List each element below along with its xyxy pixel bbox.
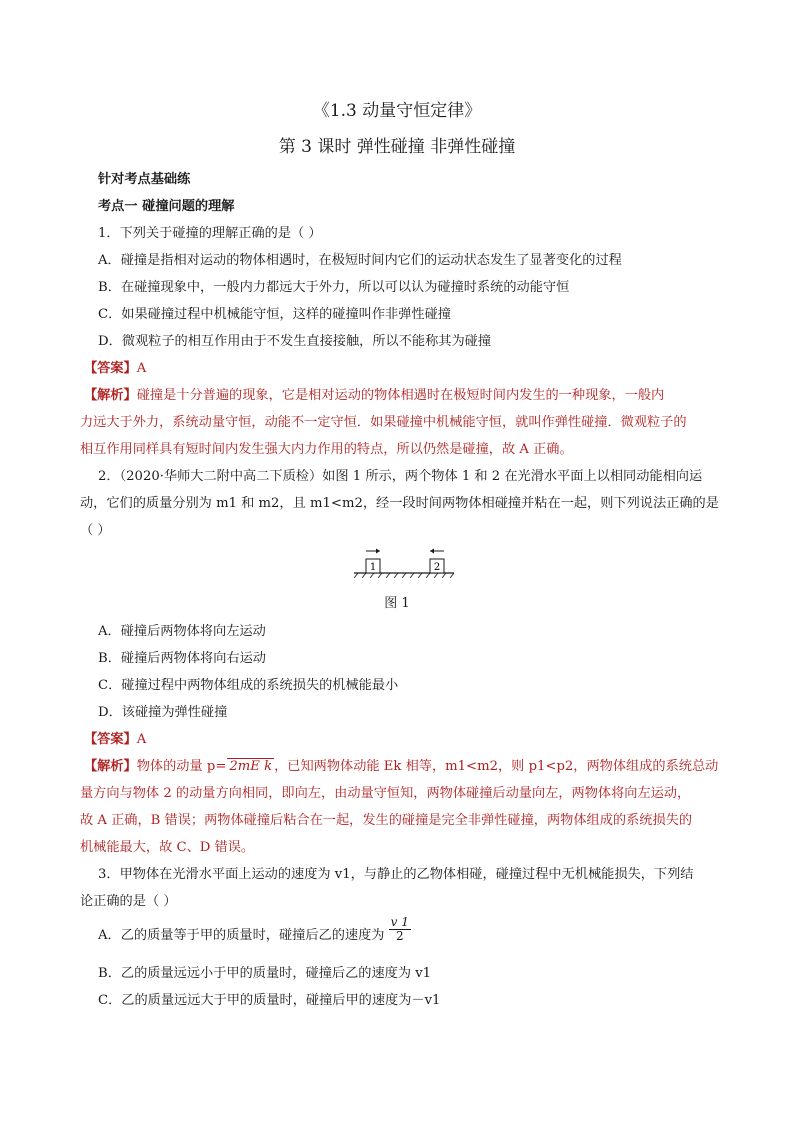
q3-stem-line-1: 3．甲物体在光滑水平面上运动的速度为 v1，与静止的乙物体相碰，碰撞过程中无机械能损失，下列结 (98, 867, 694, 882)
q2-stem-line-1: 2．（2020·华师大二附中高二下质检）如图 1 所示，两个物体 1 和 2 在光滑水平面上以相同动能相向运 (98, 469, 703, 484)
analysis-text-a: 物体的动量 p= (136, 759, 227, 774)
q3-stem-line-2: 论正确的是（ ） (80, 894, 177, 909)
q2-analysis-line-1 (84, 755, 719, 774)
fraction-numerator: v 1 (390, 915, 409, 929)
q1-option-c: C．如果碰撞过程中机械能守恒，这样的碰撞叫作非弹性碰撞 (98, 307, 451, 322)
q1-analysis-line-1 (84, 384, 694, 403)
q3-option-c: C．乙的质量远远大于甲的质量时，碰撞后甲的速度为－v1 (98, 993, 441, 1008)
q2-stem-line-2: 动，它们的质量分别为 m1 和 m2，且 m1<m2，经一段时间两物体相碰撞并粘在一起，则下列说法正确的是 (80, 496, 719, 511)
lesson-subtitle: 第 3 课时 弹性碰撞 非弹性碰撞 (278, 137, 516, 157)
q2-stem-line-3: （ ） (80, 523, 111, 538)
answer-tag: 【答案】 (84, 361, 137, 376)
q2-analysis-line-4: 机械能最大，故 C、D 错误。 (80, 840, 255, 855)
q1-analysis-line-3: 相互作用同样具有短时间内发生强大内力作用的特点，所以仍然是碰撞，故 A 正确。 (80, 442, 573, 457)
q2-answer (84, 728, 694, 747)
answer-tag: 【答案】 (84, 732, 137, 747)
right-arrow-icon (366, 549, 380, 554)
topic-heading: 考点一 碰撞问题的理解 (98, 199, 235, 214)
analysis-tag: 【解析】 (84, 388, 137, 403)
q2-option-c: C．碰撞过程中两物体组成的系统损失的机械能最小 (98, 678, 399, 693)
figure-1-caption: 图 1 (384, 596, 410, 611)
q2-analysis-line-3: 故 A 正确，B 错误；两物体碰撞后粘合在一起，发生的碰撞是完全非弹性碰撞，两物体组成的系统损失的 (80, 813, 693, 828)
q1-option-b: B．在碰撞现象中，一般内力都远大于外力，所以可以认为碰撞时系统的动能守恒 (98, 280, 570, 295)
q1-option-a: A．碰撞是指相对运动的物体相遇时，在极短时间内它们的运动状态发生了显著变化的过程 (98, 253, 622, 268)
q3-option-a (98, 915, 708, 949)
velocity-fraction (389, 916, 411, 943)
left-arrow-icon (430, 549, 444, 554)
q3-option-b: B．乙的质量远远小于甲的质量时，碰撞后乙的速度为 v1 (98, 966, 432, 981)
q2-analysis-line-2: 量方向与物体 2 的动量方向相同，即向左，由动量守恒知，两物体碰撞后动量向左，两物体将向左运动， (80, 786, 691, 801)
q2-option-b: B．碰撞后两物体将向右运动 (98, 651, 266, 666)
section-heading: 针对考点基础练 (98, 172, 191, 187)
analysis-tag: 【解析】 (84, 759, 137, 774)
q2-option-d: D．该碰撞为弹性碰撞 (98, 705, 228, 720)
q3-option-a-text: A．乙的质量等于甲的质量时，碰撞后乙的速度为 (98, 928, 385, 943)
block-1-label: 1 (369, 562, 377, 573)
q1-option-d: D．微观粒子的相互作用由于不发生直接接触，所以不能称其为碰撞 (98, 334, 492, 349)
document-title: 《1.3 动量守恒定律》 (312, 101, 482, 121)
figure-1-diagram (350, 545, 460, 581)
sqrt-expression: 2mE k (229, 759, 273, 774)
q1-stem: 1．下列关于碰撞的理解正确的是（ ） (98, 226, 322, 241)
block-2-label: 2 (433, 562, 441, 573)
q1-answer (84, 357, 694, 376)
analysis-text: 碰撞是十分普遍的现象，它是相对运动的物体相遇时在极短时间内发生的一种现象，一般内 (136, 388, 665, 403)
fraction-denominator: 2 (395, 929, 404, 943)
answer-value: A (136, 732, 147, 747)
q1-analysis-line-2: 力远大于外力，系统动量守恒，动能不一定守恒．如果碰撞中机械能守恒，就叫作弹性碰撞．微观粒子的 (80, 415, 687, 430)
analysis-text-b: ，已知两物体动能 Ek 相等，m1<m2，则 p1<p2，两物体组成的系统总动 (274, 759, 719, 774)
ground-hatching (354, 573, 454, 578)
q2-option-a: A．碰撞后两物体将向左运动 (98, 624, 266, 639)
answer-value: A (136, 361, 147, 376)
